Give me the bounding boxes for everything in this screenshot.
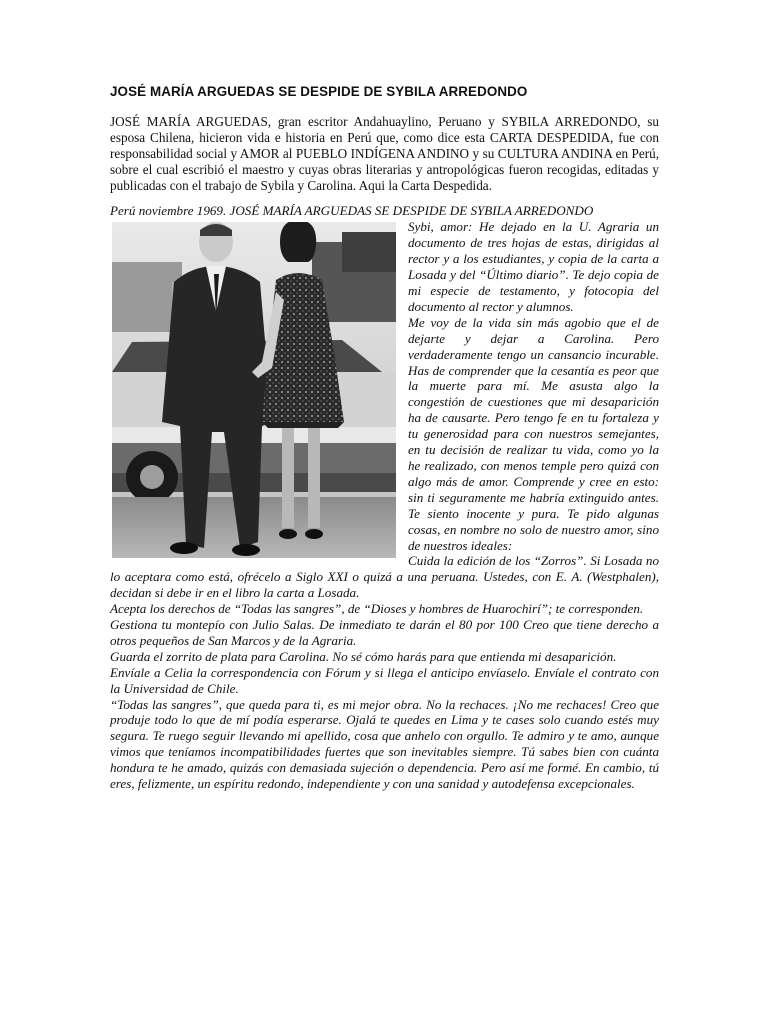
couple-photo [112, 222, 396, 558]
letter-paragraph: Sybi, amor: He dejado en la U. Agraria un documento de tres hojas de estas, dirigidas al rector y a los estudiantes, y copia de la carta a Losada y del “Último diario”. Te dejo copia de mi especie de testamento, y fotocopia del documento al rector y alumnos. [408, 219, 659, 314]
letter-paragraph: Guarda el zorrito de plata para Carolina. No sé cómo harás para que entienda mi desaparición. [110, 648, 617, 664]
letter-paragraph: “Todas las sangres”, que queda para ti, es mi mejor obra. No la rechaces. ¡No me rechaces! Creo que produje todo lo que de mí podía esperarse. Ojalá te quedes en Lima y te cases solo cuando estés muy segura. Te ruego seguir llevando mi apellido, cosa que anhelo con orgullo. Te admiro y te amo, aunque vimos que teníamos incompatibilidades fuertes que son inevitables siempre. Tú sabes bien con cuánta hondura te he amado, quizás con demasiada sujeción o dependencia. Pero así me formé. En cambio, tú eres, felizmente, un espíritu redondo, independiente y con una sanidad y autodefensa excepcionales. [110, 696, 659, 792]
document-body [110, 84, 659, 792]
letter-paragraph: Me voy de la vida sin más agobio que el de dejarte y dejar a Carolina. Pero verdaderamente tengo un cansancio incurable. Has de comprender que la cesantía es peor que la muerte para mí. Me asusta algo la congestión de cuestiones que mi desaparición ha de causarte. Pero tengo fe en tu fortaleza y tu generosidad para con nuestros semejantes, en tu decisión de realizar tu vida, como yo la he realizado, con menos temple pero quizá con algo más de amor. Comprende y cree en esto: sin ti seguramente me habría extinguido antes. Te siento inocente y pura. Te pido algunas cosas, en nombre no solo de nuestro amor, sino de nuestros ideales: [408, 314, 659, 553]
letter-paragraph: Acepta los derechos de “Todas las sangres”, de “Dioses y hombres de Huarochirí”; te corresponden. [110, 601, 644, 617]
letter-heading: Perú noviembre 1969. JOSÉ MARÍA ARGUEDAS SE DESPIDE DE SYBILA ARREDONDO [110, 203, 594, 219]
document-title: JOSÉ MARÍA ARGUEDAS SE DESPIDE DE SYBILA ARREDONDO [110, 84, 528, 99]
letter-paragraph: Envíale a Celia la correspondencia con Fórum y si llega el anticipo envíaselo. Envíale el contrato con la Universidad de Chile. [110, 664, 659, 696]
intro-paragraph: JOSÉ MARÍA ARGUEDAS, gran escritor Andahuaylino, Peruano y SYBILA ARREDONDO, su esposa Chilena, hicieron vida e historia en Perú que, como dice esta CARTA DESPEDIDA, fue con responsabilidad social y AMOR al PUEBLO INDÍGENA ANDINO y su CULTURA ANDINA en Perú, sobre el cual escribió el maestro y cuyas obras literarias y antropológicas fueron recogidas, editadas y publicadas con el trabajo de Sybila y Carolina. Aqui la Carta Despedida. [110, 114, 659, 194]
letter-paragraph: Gestiona tu montepío con Julio Salas. De inmediato te darán el 80 por 100 Creo que tiene derecho a otros pequeños de San Marcos y de la Agraria. [110, 617, 659, 648]
letter [110, 203, 659, 792]
letter-paragraph: Cuida la edición de los “Zorros”. Si Losada no lo aceptara como está, ofrécelo a Siglo XXI o quizá a una peruana. Ustedes, con E. A. (Westphalen), decidan si debe ir en el libro la carta a Losada. [110, 553, 659, 601]
